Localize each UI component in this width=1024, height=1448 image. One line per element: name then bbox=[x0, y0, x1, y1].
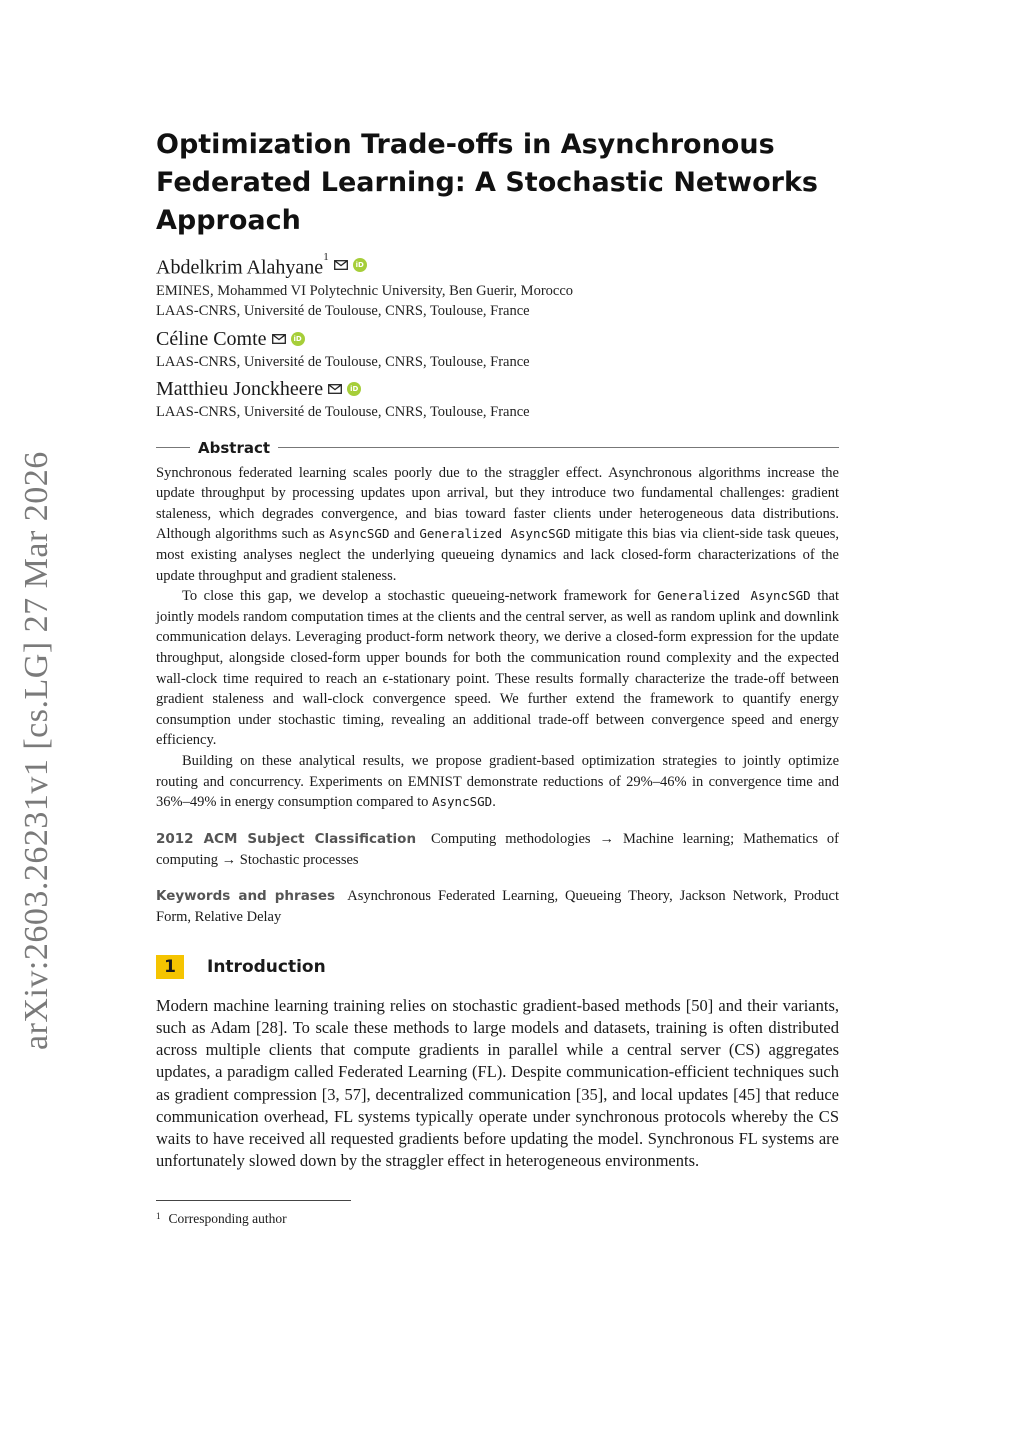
section-title: Introduction bbox=[207, 956, 326, 977]
orcid-icon[interactable]: iD bbox=[347, 382, 361, 396]
keywords-label: Keywords and phrases bbox=[156, 887, 336, 904]
acm-label: 2012 ACM Subject Classification bbox=[156, 830, 417, 847]
author-1 bbox=[156, 250, 839, 322]
abstract-paragraph-2: To close this gap, we develop a stochastic queueing-network framework for Generalized AsyncSGD that jointly models random computation times at the clients and the central server, as well as random uplink and downlink communication delays. Leveraging product-form network theory, we derive a closed-form expression for the update throughput, alongside closed-form upper bounds for both the communication round complexity and the expected wall-clock time required to reach an ϵ-stationary point. These results formally characterize the trade-off between gradient staleness and wall-clock convergence speed. We further extend the framework to quantify energy consumption under stochastic timing, revealing an additional trade-off between convergence speed and energy efficiency. bbox=[156, 588, 839, 749]
divider bbox=[156, 447, 190, 448]
abstract-paragraph-3: Building on these analytical results, we propose gradient-based optimization strategies to jointly optimize routing and concurrency. Experiments on EMNIST demonstrate reductions of 29%–46% in convergence time and 36%–49% in energy consumption compared to AsyncSGD. bbox=[156, 752, 839, 811]
author-name: Céline Comte bbox=[156, 327, 267, 350]
footnote-mark: 1 bbox=[156, 1211, 161, 1222]
footnote bbox=[156, 1211, 839, 1227]
arxiv-stamp: arXiv:2603.26231v1 [cs.LG] 27 Mar 2026 bbox=[18, 451, 55, 1050]
divider bbox=[278, 447, 839, 448]
paper-page bbox=[156, 126, 839, 1227]
section-heading bbox=[156, 955, 839, 979]
intro-paragraph: Modern machine learning training relies on stochastic gradient-based methods [50] and their variants, such as Adam [28]. To scale these methods to large models and datasets, training is often distributed across multiple clients that compute gradients in parallel while a central server (CS) aggregates updates, a paradigm called Federated Learning (FL). Despite communication-efficient techniques such as gradient compression [3, 57], decentralized communication [35], and local updates [45] that reduce communication overhead, FL systems typically operate under synchronous protocols whereby the CS waits to have received all requested gradients before updating the model. Synchronous FL systems are unfortunately slowed down by the straggler effect in heterogeneous environments. bbox=[156, 995, 839, 1171]
author-3 bbox=[156, 376, 839, 423]
mail-icon[interactable] bbox=[272, 334, 286, 344]
author-2 bbox=[156, 326, 839, 373]
section-number: 1 bbox=[156, 955, 184, 979]
orcid-icon[interactable]: iD bbox=[353, 258, 367, 272]
footnote-text: Corresponding author bbox=[168, 1211, 287, 1227]
mail-icon[interactable] bbox=[328, 384, 342, 394]
abstract-heading bbox=[156, 439, 839, 457]
author-name: Matthieu Jonckheere bbox=[156, 378, 324, 401]
affiliation: LAAS-CNRS, Université de Toulouse, CNRS, Toulouse, France bbox=[156, 404, 530, 421]
affiliation: EMINES, Mohammed VI Polytechnic University, Ben Guerir, Morocco bbox=[156, 282, 574, 299]
keywords-text: Asynchronous Federated Learning, Queueing Theory, Jackson Network, Product Form, Relative Delay bbox=[156, 887, 840, 926]
affiliation: LAAS-CNRS, Université de Toulouse, CNRS, Toulouse, France bbox=[156, 353, 530, 370]
acm-text: Computing methodologies → Machine learning; Mathematics of computing → Stochastic processes bbox=[156, 830, 839, 869]
abstract-paragraph-1: Synchronous federated learning scales poorly due to the straggler effect. Asynchronous algorithms increase the update throughput by processing updates upon arrival, but they introduce two fundamental challenges: gradient staleness, which degrades convergence, and bias toward faster clients under heterogeneous data distributions. Although algorithms such as AsyncSGD and Generalized AsyncSGD mitigate this bias via client-side task queues, most existing analyses neglect the underlying queueing dynamics and lack closed-form characterizations of the update throughput and gradient staleness. bbox=[156, 464, 839, 584]
orcid-icon[interactable]: iD bbox=[291, 332, 305, 346]
abstract-label: Abstract bbox=[198, 438, 271, 457]
paper-title: Optimization Trade-offs in Asynchronous Federated Learning: A Stochastic Networks Approach bbox=[156, 129, 818, 236]
affiliation: LAAS-CNRS, Université de Toulouse, CNRS, Toulouse, France bbox=[156, 303, 530, 320]
author-name: Abdelkrim Alahyane$^1$ bbox=[156, 251, 329, 279]
footnote-divider bbox=[156, 1200, 351, 1201]
acm-classification bbox=[156, 829, 839, 872]
mail-icon[interactable] bbox=[334, 260, 348, 270]
keywords bbox=[156, 886, 839, 929]
